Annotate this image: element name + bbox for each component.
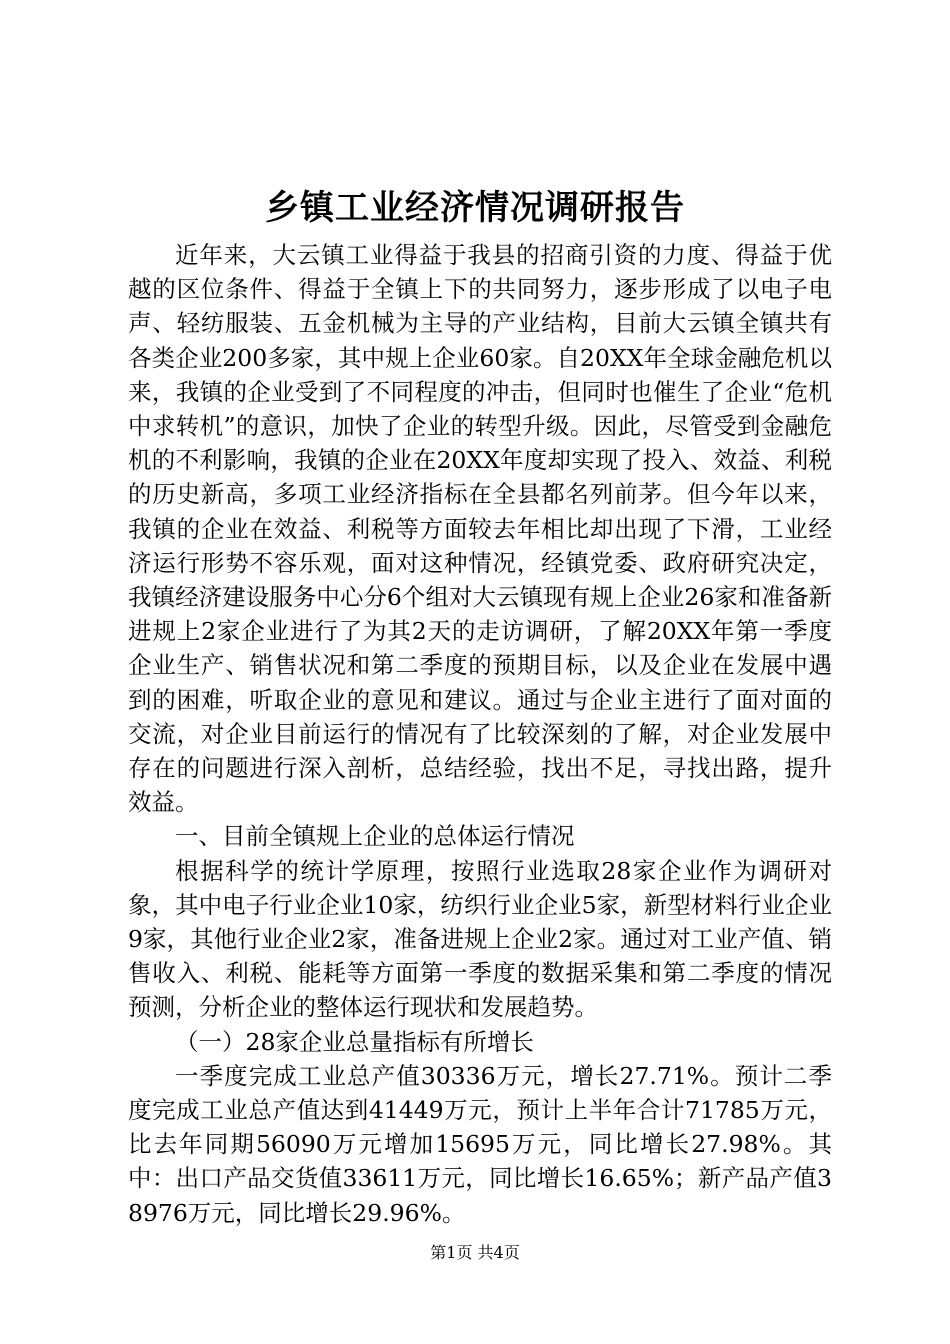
page-title: 乡镇工业经济情况调研报告 — [265, 188, 685, 228]
intro-paragraph: 近年来，大云镇工业得益于我县的招商引资的力度、得益于优越的区位条件、得益于全镇上下的共同努力，逐步形成了以电子电声、轻纺服装、五金机械为主导的产业结构，目前大云镇全镇共有各类企业200多家，其中规上企业60家。自20XX年全球金融危机以来，我镇的企业受到了不同程度的冲击，但同时也催生了企业“危机中求转机”的意识，加快了企业的转型升级。因此，尽管受到金融危机的不利影响，我镇的企业在20XX年度却实现了投入、效益、利税的历史新高，多项工业经济指标在全县都名列前茅。但今年以来，我镇的企业在效益、利税等方面较去年相比却出现了下滑，工业经济运行形势不容乐观，面对这种情况，经镇党委、政府研究决定，我镇经济建设服务中心分6个组对大云镇现有规上企业26家和准备新进规上2家企业进行了为其2天的走访调研，了解20XX年第一季度企业生产、销售状况和第二季度的预期目标，以及企业在发展中遇到的困难，听取企业的意见和建议。通过与企业主进行了面对面的交流，对企业目前运行的情况有了比较深刻的了解，对企业发展中存在的问题进行深入剖析，总结经验，找出不足，寻找出路，提升效益。 — [128, 241, 832, 817]
document-body — [128, 238, 832, 1230]
body-paragraph: 根据科学的统计学原理，按照行业选取28家企业作为调研对象，其中电子行业企业10家，纺织行业企业5家，新型材料行业企业9家，其他行业企业2家，准备进规上企业2家。通过对工业产值、销售收入、利税、能耗等方面第一季度的数据采集和第二季度的情况预测，分析企业的整体运行现状和发展趋势。 — [128, 856, 832, 1022]
page-number: 第1页 共4页 — [430, 1243, 520, 1262]
section-heading: 一、目前全镇规上企业的总体运行情况 — [175, 822, 575, 851]
body-paragraph: 一季度完成工业总产值30336万元，增长27.71%。预计二季度完成工业总产值达到41449万元，预计上半年合计71785万元，比去年同期56090万元增加15695万元，同比增长27.98%。其中：出口产品交货值33611万元，同比增长16.65%；新产品产值38976万元，同比增长29.96%。 — [128, 1061, 832, 1227]
subsection-heading: （一）28家企业总量指标有所增长 — [175, 1027, 534, 1056]
